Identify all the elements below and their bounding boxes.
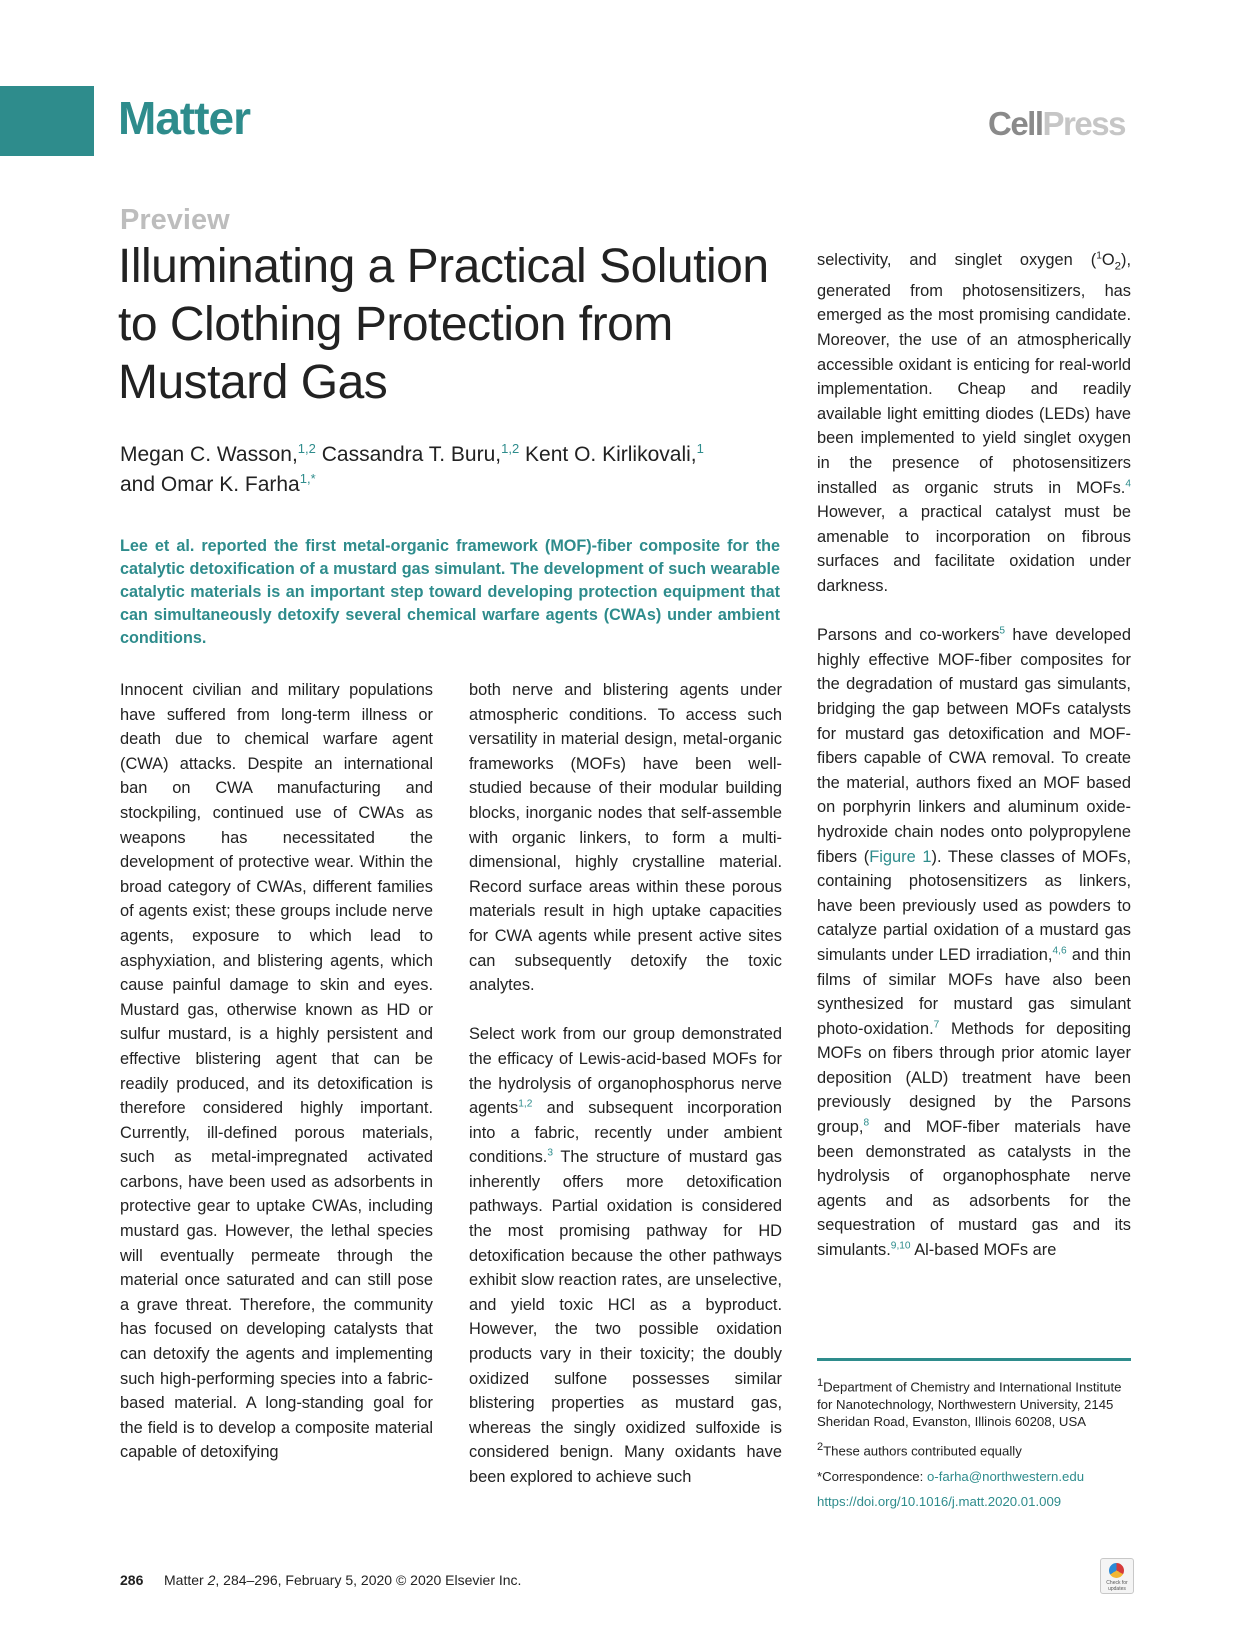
author-name: Cassandra T. Buru, xyxy=(321,443,502,466)
publisher-logo-press: Press xyxy=(1042,105,1125,142)
reference-link[interactable]: 4 xyxy=(1125,478,1131,490)
correspondence xyxy=(817,1468,1131,1486)
affiliation-text: Department of Chemistry and International Institute for Nanotechnology, Northwestern University, 2145 Sheridan Road, Evanston, Illinois 60208, USA xyxy=(817,1379,1122,1430)
figure-link[interactable]: Figure 1 xyxy=(869,847,932,866)
affiliation-mark: 1 xyxy=(817,1377,824,1389)
affiliation-2 xyxy=(817,1439,1131,1460)
journal-citation xyxy=(164,1572,521,1588)
author-affiliation-mark[interactable]: 1 xyxy=(696,441,704,456)
reference-link[interactable]: 8 xyxy=(863,1117,870,1129)
doi-link[interactable]: https://doi.org/10.1016/j.matt.2020.01.009 xyxy=(817,1494,1062,1510)
author-list xyxy=(120,440,780,500)
correspondence-email-link[interactable]: o-farha@northwestern.edu xyxy=(926,1468,1085,1484)
body-paragraph xyxy=(817,248,1131,599)
journal-color-block xyxy=(0,86,94,156)
text-run: However, a practical catalyst must be amenable to incorporation on fibrous surfaces and facilitate oxidation under darkness. xyxy=(817,503,1131,595)
author-affiliation-mark[interactable]: 1,* xyxy=(299,471,316,486)
body-paragraph xyxy=(469,1022,782,1489)
summary-abstract: Lee et al. reported the first metal-organic framework (MOF)-fiber composite for the catalytic detoxification of a mustard gas simulant. The development of such wearable catalytic materials is an important step toward developing protection equipment that can simultaneously detoxify several chemical warfare agents (CWAs) under ambient conditions. xyxy=(120,537,780,647)
badge-label: Check for updates xyxy=(1106,1580,1128,1592)
body-paragraph xyxy=(817,623,1131,1262)
citation-details: , 284–296, February 5, 2020 © 2020 Elsevier Inc. xyxy=(215,1572,522,1588)
text-run: and subsequent incorporation into a fabric, recently under ambient conditions. xyxy=(469,1099,782,1167)
text-run: and MOF-fiber materials have been demonstrated as catalysts in the hydrolysis of organophosphate nerve agents and as adsorbents for the sequestration of mustard gas and its simulants. xyxy=(817,1118,1131,1260)
affiliation-1 xyxy=(817,1375,1131,1431)
check-for-updates-badge[interactable] xyxy=(1100,1558,1134,1594)
affiliation-text: These authors contributed equally xyxy=(823,1443,1022,1459)
text-run: selectivity, and singlet oxygen ( xyxy=(817,251,1097,269)
article-type: Preview xyxy=(120,204,230,236)
affiliation-mark: 2 xyxy=(817,1440,824,1453)
text-run: Al-based MOFs are xyxy=(910,1241,1057,1260)
citation-volume: 2 xyxy=(207,1572,216,1588)
reference-link[interactable]: 7 xyxy=(933,1019,940,1031)
author-name: Megan C. Wasson, xyxy=(120,443,298,466)
doi xyxy=(817,1493,1131,1511)
correspondence-label: *Correspondence: xyxy=(817,1468,927,1484)
text-run: Select work from our group demonstrated the efficacy of Lewis-acid-based MOFs for the hydrolysis of organophosphorus nerve agents xyxy=(469,1025,782,1118)
body-column-1 xyxy=(120,678,433,1465)
page-number: 286 xyxy=(120,1572,144,1588)
text-run: have developed highly effective MOF-fiber composites for the degradation of mustard gas simulants, bridging the gap between MOFs catalysts for mustard gas detoxification and MOF-fibers capable of CWA removal. To create the material, authors fixed an MOF based on porphyrin linkers and aluminum oxide-hydroxide chain nodes onto polypropylene fibers ( xyxy=(817,626,1131,866)
author-name: Kent O. Kirlikovali, xyxy=(525,443,697,466)
reference-link[interactable]: 9,10 xyxy=(890,1240,911,1252)
reference-link[interactable]: 4,6 xyxy=(1052,945,1067,957)
text-run: Parsons and co-workers xyxy=(817,626,1000,645)
body-column-2 xyxy=(469,678,782,1490)
text-run: O xyxy=(1101,251,1115,269)
text-run: Methods for depositing MOFs on fibers through prior atomic layer deposition (ALD) treatment have been previously designed by the Parsons group, xyxy=(817,1019,1131,1137)
text-run: The structure of mustard gas inherently offers more detoxification pathways. Partial oxidation is considered the most promising pathway for HD detoxification because the other pathways exhibit slow reaction rates, are unselective, and yield toxic HCl as a byproduct. However, the two possible oxidation products vary in their toxicity; the doubly oxidized sulfone possesses similar blistering properties as mustard gas, whereas the singly oxidized sulfoxide is considered benign. Many oxidants have been explored to achieve such xyxy=(469,1148,782,1486)
text-run: ). These classes of MOFs, containing photosensitizers as linkers, have been previously used as powders to catalyze partial oxidation of a mustard gas simulants under LED irradiation, xyxy=(817,847,1131,964)
crossmark-icon xyxy=(1109,1563,1124,1578)
subscript: 2 xyxy=(1114,260,1121,273)
author-name: and Omar K. Farha xyxy=(120,473,300,496)
body-column-3 xyxy=(817,248,1131,1263)
publisher-logo[interactable] xyxy=(988,104,1125,144)
publisher-logo-cell: Cell xyxy=(988,105,1043,142)
superscript: 1 xyxy=(1096,250,1102,262)
reference-link[interactable]: 1,2 xyxy=(518,1098,533,1110)
body-paragraph: Innocent civilian and military populations have suffered from long-term illness or death due to chemical warfare agent (CWA) attacks. Despite an international ban on CWA manufacturing and stockpiling, continued use of CWAs as weapons has necessitated the development of protective wear. Within the broad category of CWAs, different families of agents exist; these groups include nerve agents, exposure to which lead to asphyxiation, and blistering agents, which cause painful damage to skin and eyes. Mustard gas, otherwise known as HD or sulfur mustard, is a highly persistent and effective blistering agent that can be readily produced, and its detoxification is therefore considered highly important. Currently, ill-defined porous materials, such as metal-impregnated activated carbons, have been used as adsorbents in protective gear to uptake CWAs, including mustard gas. However, the lethal species will eventually permeate through the material once saturated and can still pose a grave threat. Therefore, the community has focused on developing catalysts that can detoxify the agents and implementing such high-performing species into a fabric-based material. A long-standing goal for the field is to develop a composite material capable of detoxifying xyxy=(120,681,433,1462)
affiliations-block xyxy=(817,1375,1131,1519)
reference-link[interactable]: 3 xyxy=(547,1147,554,1159)
citation-journal: Matter xyxy=(164,1572,208,1588)
text-run: ), generated from photosensitizers, has emerged as the most promising candidate. Moreover, the use of an atmospherically accessible oxidant is enticing for real-world implementation. Cheap and readily available light emitting diodes (LEDs) have been implemented to yield singlet oxygen in the presence of photosensitizers installed as organic struts in MOFs. xyxy=(817,251,1131,497)
affiliation-divider xyxy=(817,1358,1131,1361)
article-title: Illuminating a Practical Solution to Clothing Protection from Mustard Gas xyxy=(118,240,769,409)
reference-link[interactable]: 5 xyxy=(999,625,1006,637)
journal-logo[interactable]: Matter xyxy=(118,92,251,144)
body-paragraph: both nerve and blistering agents under atmospheric conditions. To access such versatility in material design, metal-organic frameworks (MOFs) have been well-studied because of their modular building blocks, inorganic nodes that self-assemble with organic linkers, to form a multi-dimensional, highly crystalline material. Record surface areas within these porous materials result in high uptake capacities for CWA agents while present active sites can subsequently detoxify the toxic analytes. xyxy=(469,681,782,995)
author-affiliation-mark[interactable]: 1,2 xyxy=(297,441,316,456)
text-run: and thin films of similar MOFs have also been synthesized for mustard gas simulant photo-oxidation. xyxy=(817,945,1131,1038)
author-affiliation-mark[interactable]: 1,2 xyxy=(501,441,520,456)
